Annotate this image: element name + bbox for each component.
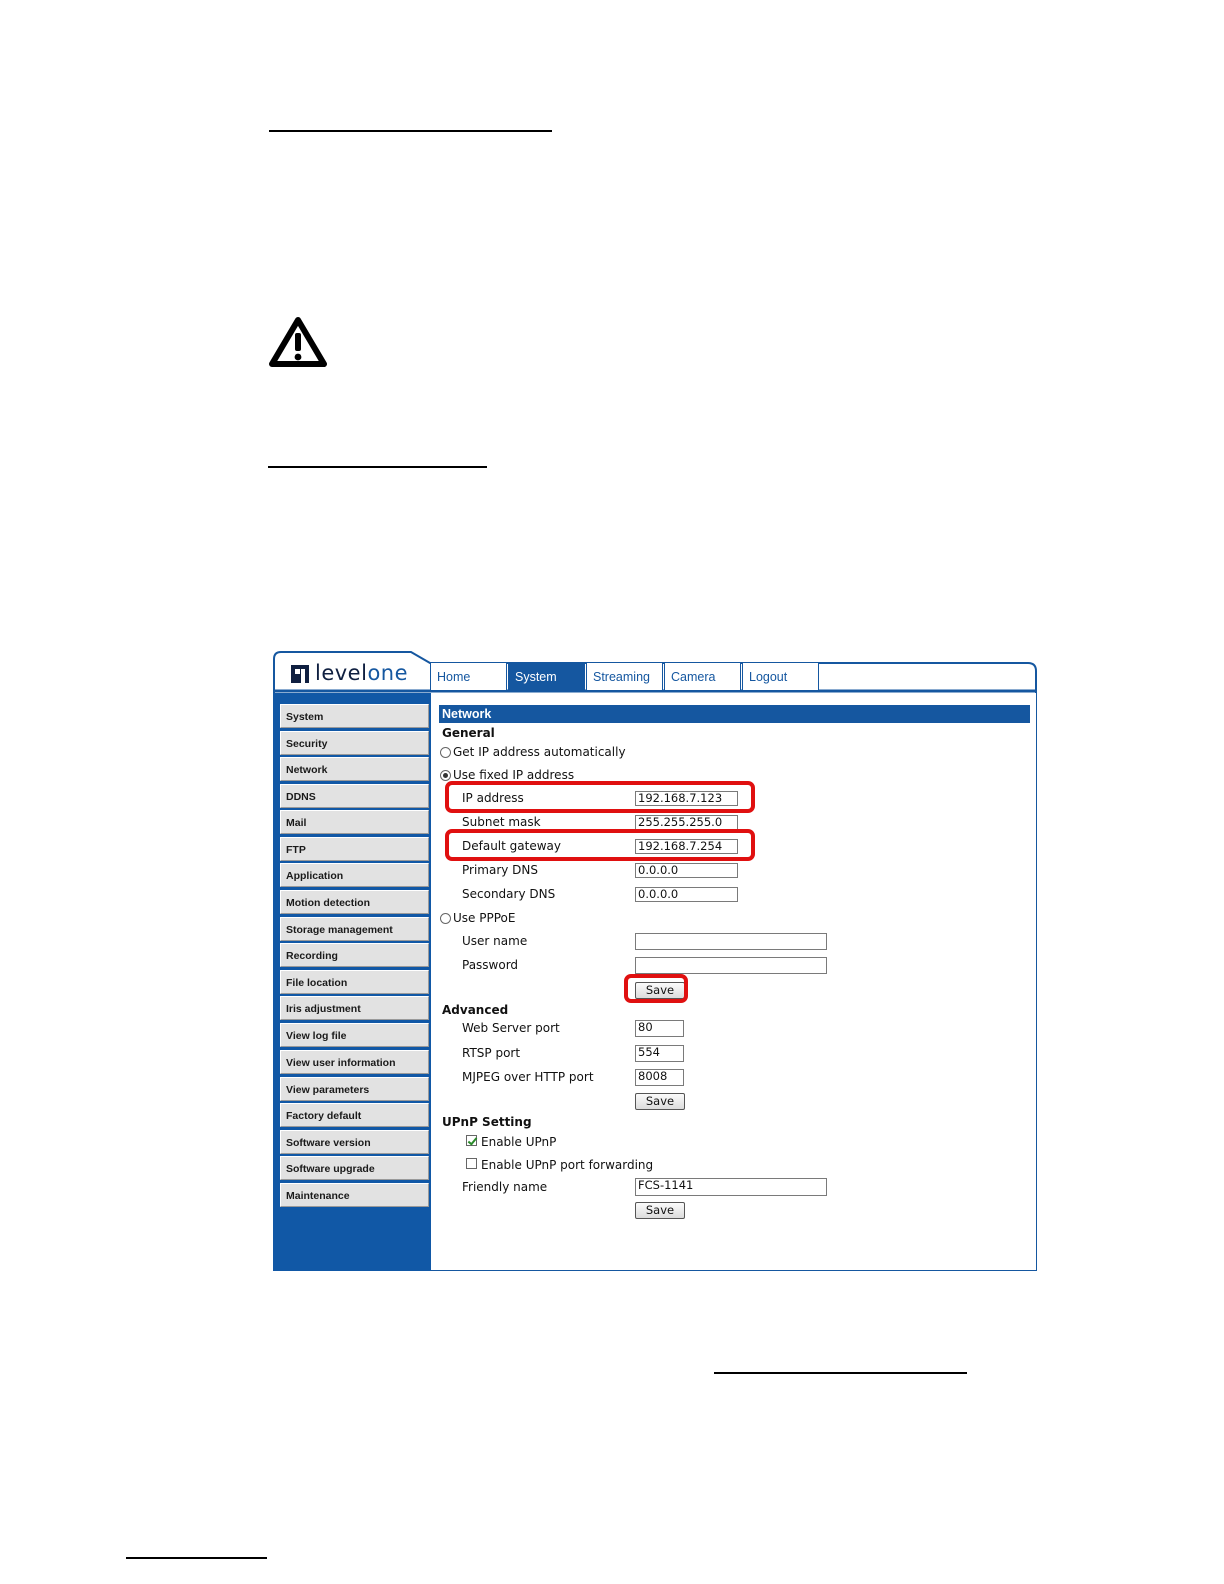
network-settings-panel	[431, 693, 1037, 1271]
sidebar-item-storage-management[interactable]: Storage management	[280, 917, 429, 941]
pppoe-username-input[interactable]	[635, 933, 827, 950]
advanced-save-button[interactable]: Save	[635, 1093, 685, 1110]
top-nav-tabs	[430, 663, 820, 690]
pppoe-label: Use PPPoE	[453, 911, 516, 925]
default-gateway-label: Default gateway	[462, 839, 561, 853]
sidebar-item-system[interactable]: System	[280, 704, 429, 728]
primary-dns-label: Primary DNS	[462, 863, 539, 877]
fixed-ip-label: Use fixed IP address	[453, 768, 575, 782]
mjpeg-port-label: MJPEG over HTTP port	[462, 1070, 594, 1084]
pppoe-radio[interactable]	[440, 913, 451, 924]
sidebar-item-maintenance[interactable]: Maintenance	[280, 1183, 429, 1207]
primary-dns-input[interactable]: 0.0.0.0	[635, 863, 738, 878]
mjpeg-port-input[interactable]: 8008	[635, 1069, 684, 1086]
sidebar-item-security[interactable]: Security	[280, 731, 429, 755]
web-server-port-input[interactable]: 80	[635, 1020, 684, 1037]
tab-home[interactable]: Home	[430, 663, 507, 690]
document-underline	[269, 130, 552, 132]
page-title: Network	[439, 705, 1030, 723]
levelone-logo	[291, 661, 408, 685]
sidebar-item-mail[interactable]: Mail	[280, 810, 429, 834]
friendly-name-input[interactable]: FCS-1141	[635, 1178, 827, 1196]
pppoe-username-label: User name	[462, 934, 528, 948]
upnp-port-forwarding-checkbox[interactable]	[466, 1158, 477, 1169]
tab-streaming[interactable]: Streaming	[586, 663, 663, 690]
enable-upnp-label: Enable UPnP	[481, 1135, 557, 1149]
tab-camera[interactable]: Camera	[664, 663, 741, 690]
secondary-dns-label: Secondary DNS	[462, 887, 556, 901]
sidebar-item-motion-detection[interactable]: Motion detection	[280, 890, 429, 914]
advanced-heading: Advanced	[442, 1003, 509, 1017]
rtsp-port-input[interactable]: 554	[635, 1045, 684, 1062]
pppoe-password-label: Password	[462, 958, 519, 972]
sidebar-item-ftp[interactable]: FTP	[280, 837, 429, 861]
general-save-button[interactable]: Save	[635, 982, 685, 999]
sidebar-item-software-version[interactable]: Software version	[280, 1130, 429, 1154]
rtsp-port-label: RTSP port	[462, 1046, 521, 1060]
document-underline	[126, 1557, 267, 1559]
sidebar-item-factory-default[interactable]: Factory default	[280, 1103, 429, 1127]
sidebar-item-software-upgrade[interactable]: Software upgrade	[280, 1156, 429, 1180]
header-bar	[273, 651, 1037, 693]
highlight-general-save	[624, 974, 688, 1003]
sidebar-item-file-location[interactable]: File location	[280, 970, 429, 994]
levelone-logo-icon	[291, 663, 309, 683]
fixed-ip-radio[interactable]	[440, 770, 451, 781]
enable-upnp-checkbox[interactable]	[466, 1135, 477, 1146]
document-underline	[268, 466, 487, 468]
logo-text-level: level	[315, 661, 368, 685]
ip-address-label: IP address	[462, 791, 524, 805]
web-server-port-label: Web Server port	[462, 1021, 560, 1035]
highlight-ip-address	[445, 781, 755, 813]
upnp-port-forwarding-label: Enable UPnP port forwarding	[481, 1158, 654, 1172]
sidebar-item-view-user-information[interactable]: View user information	[280, 1050, 429, 1074]
pppoe-password-input[interactable]	[635, 957, 827, 974]
sidebar-item-view-log-file[interactable]: View log file	[280, 1023, 429, 1047]
upnp-save-button[interactable]: Save	[635, 1202, 685, 1219]
ip-address-input[interactable]: 192.168.7.123	[635, 791, 738, 806]
camera-web-ui	[273, 651, 1037, 1271]
general-heading: General	[442, 726, 495, 740]
secondary-dns-input[interactable]: 0.0.0.0	[635, 887, 738, 902]
logo-text-one: one	[367, 661, 409, 685]
document-underline	[714, 1372, 967, 1374]
sidebar-item-recording[interactable]: Recording	[280, 943, 429, 967]
auto-ip-radio[interactable]	[440, 747, 451, 758]
sidebar-menu	[273, 693, 431, 1271]
auto-ip-label: Get IP address automatically	[453, 745, 626, 759]
tab-system[interactable]: System	[508, 663, 585, 690]
subnet-mask-label: Subnet mask	[462, 815, 541, 829]
sidebar-item-iris-adjustment[interactable]: Iris adjustment	[280, 996, 429, 1020]
tab-logout[interactable]: Logout	[742, 663, 819, 690]
sidebar-item-application[interactable]: Application	[280, 863, 429, 887]
upnp-heading: UPnP Setting	[442, 1115, 532, 1129]
warning-triangle-icon	[268, 316, 328, 368]
sidebar-item-network[interactable]: Network	[280, 757, 429, 781]
sidebar-item-view-parameters[interactable]: View parameters	[280, 1077, 429, 1101]
friendly-name-label: Friendly name	[462, 1180, 548, 1194]
highlight-default-gateway	[445, 829, 755, 861]
subnet-mask-input[interactable]: 255.255.255.0	[635, 815, 738, 830]
default-gateway-input[interactable]: 192.168.7.254	[635, 839, 738, 854]
sidebar-item-ddns[interactable]: DDNS	[280, 784, 429, 808]
